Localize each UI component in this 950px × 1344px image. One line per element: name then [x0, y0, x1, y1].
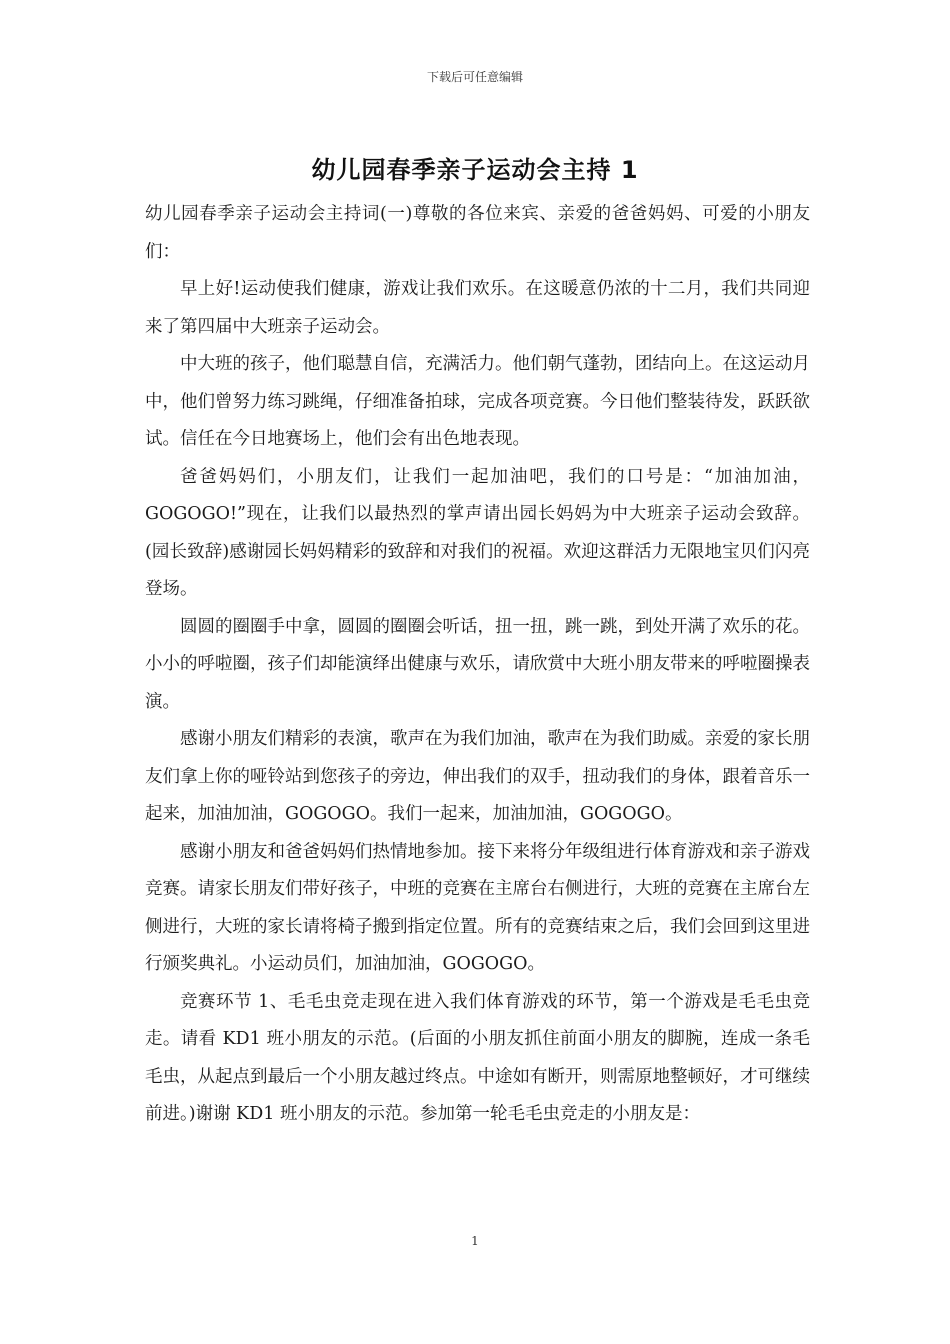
paragraph: 早上好!运动使我们健康，游戏让我们欢乐。在这暖意仍浓的十二月，我们共同迎来了第四届中大班亲子运动会。 — [145, 279, 810, 337]
paragraph-intro: 幼儿园春季亲子运动会主持词(一)尊敬的各位来宾、亲爱的爸爸妈妈、可爱的小朋友们： — [145, 204, 810, 262]
paragraph: 爸爸妈妈们，小朋友们，让我们一起加油吧，我们的口号是：“加油加油，GOGOGO!”现在，让我们以最热烈的掌声请出园长妈妈为中大班亲子运动会致辞。(园长致辞)感谢园长妈妈精彩的致辞和对我们的祝福。欢迎这群活力无限地宝贝们闪亮登场。 — [145, 466, 810, 599]
page-header-note: 下载后可任意编辑 — [426, 70, 523, 84]
document-body — [145, 196, 810, 1134]
paragraph: 感谢小朋友们精彩的表演，歌声在为我们加油，歌声在为我们助威。亲爱的家长朋友们拿上你的哑铃站到您孩子的旁边，伸出我们的双手，扭动我们的身体，跟着音乐一起来，加油加油，GOGOGO。我们一起来，加油加油，GOGOGO。 — [145, 729, 810, 824]
paragraph: 感谢小朋友和爸爸妈妈们热情地参加。接下来将分年级组进行体育游戏和亲子游戏竞赛。请家长朋友们带好孩子，中班的竞赛在主席台右侧进行，大班的竞赛在主席台左侧进行，大班的家长请将椅子搬到指定位置。所有的竞赛结束之后，我们会回到这里进行颁奖典礼。小运动员们，加油加油，GOGOGO。 — [145, 841, 810, 974]
document-title: 幼儿园春季亲子运动会主持 1 — [311, 156, 639, 184]
paragraph: 中大班的孩子，他们聪慧自信，充满活力。他们朝气蓬勃，团结向上。在这运动月中，他们曾努力练习跳绳，仔细准备拍球，完成各项竞赛。今日他们整装待发，跃跃欲试。信任在今日地赛场上，他们会有出色地表现。 — [145, 354, 810, 449]
paragraph: 竞赛环节 1、毛毛虫竞走现在进入我们体育游戏的环节，第一个游戏是毛毛虫竞走。请看 KD1 班小朋友的示范。(后面的小朋友抓住前面小朋友的脚腕，连成一条毛毛虫，从起点到最后一个小朋友越过终点。中途如有断开，则需原地整顿好，才可继续前进。)谢谢 KD1 班小朋友的示范。参加第一轮毛毛虫竞走的小朋友是： — [145, 991, 810, 1124]
page-number: 1 — [471, 1234, 479, 1248]
paragraph: 圆圆的圈圈手中拿，圆圆的圈圈会听话，扭一扭，跳一跳，到处开满了欢乐的花。小小的呼啦圈，孩子们却能演绎出健康与欢乐，请欣赏中大班小朋友带来的呼啦圈操表演。 — [145, 616, 810, 712]
